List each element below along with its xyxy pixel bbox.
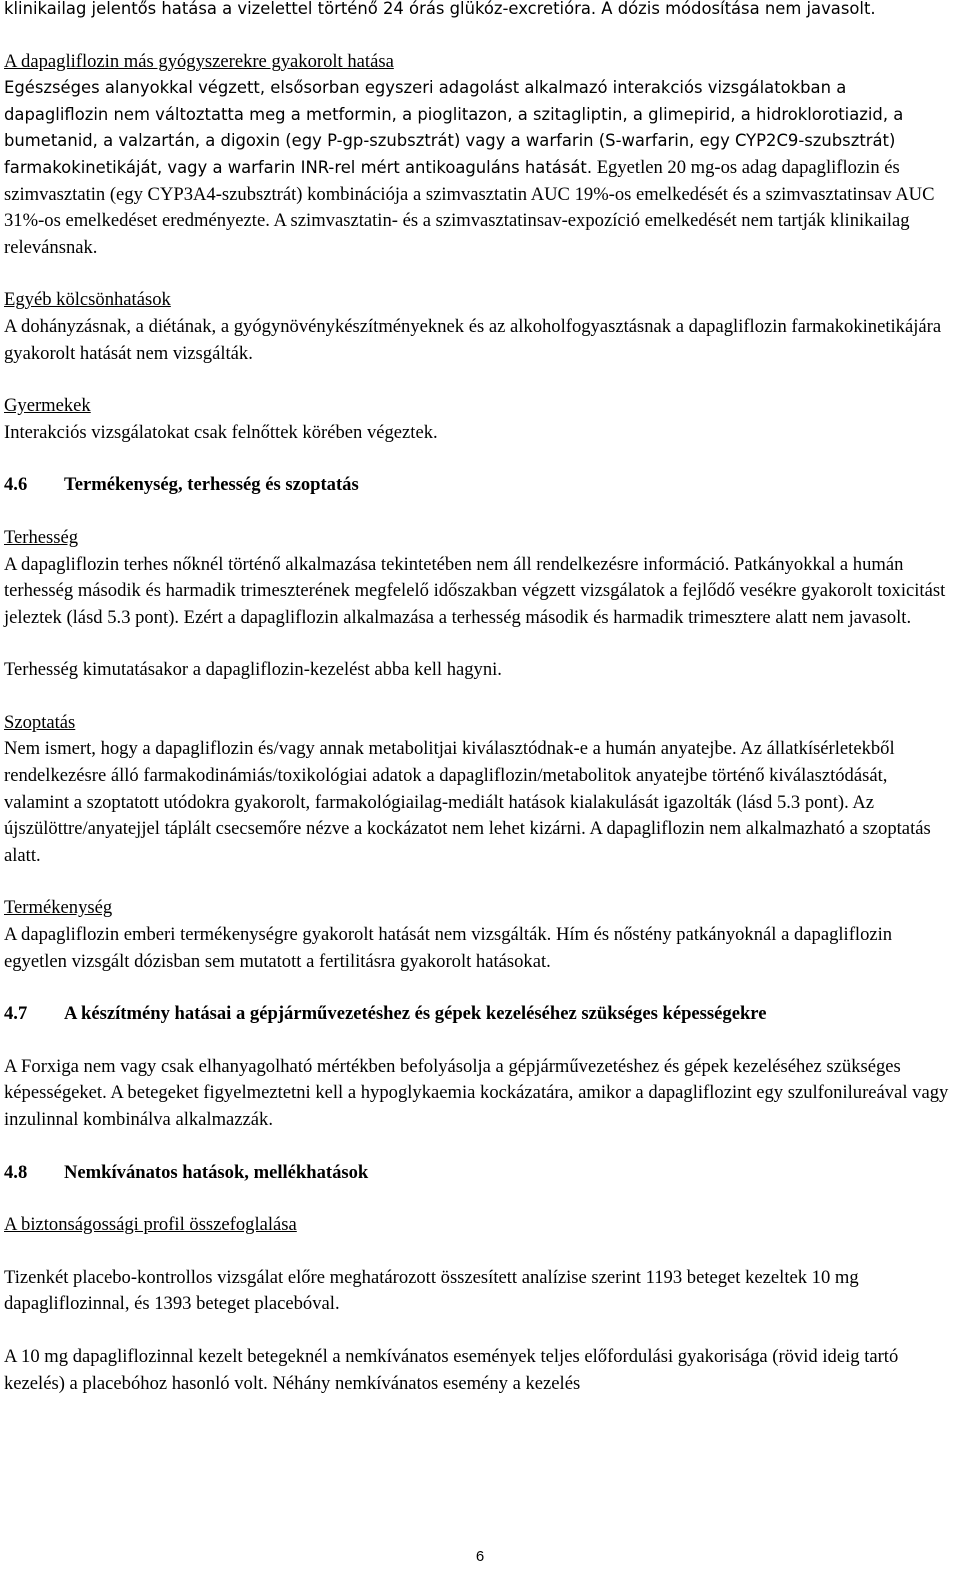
paragraph-lactation: Nem ismert, hogy a dapagliflozin és/vagy annak metabolitjai kiválasztódnak-e a humán anyatejbe. Az állatkísérletekből rendelkezésre álló farmakodinámiás/toxikológiai adatok a dapagliflozin/metabolitok anyatejbe történő kiválasztódását, valamint a szoptatott utódokra gyakorolt, farmakológiailag-mediált hatások kialakulását igazolták (lásd 5.3 pont). Az újszülöttre/anyatejjel táplált csecsemőre nézve a kockázatot nem lehet kizárni. A dapagliflozin nem alkalmazható a szoptatás alatt. [4,738,931,866]
heading-fertility: Termékenység [4,897,113,919]
heading-children: Gyermekek [4,395,91,417]
paragraph-drug-interactions [4,75,954,261]
paragraph-safety-analysis: Tizenkét placebo-kontrollos vizsgálat előre meghatározott összesített analízise szerint 1193 beteget kezeltek 10 mg dapagliflozinnal, és 1393 beteget placebóval. [4,1266,859,1315]
section-number-4-8: 4.8 [4,1161,28,1183]
heading-pregnancy: Terhesség [4,526,79,548]
paragraph-drug-interactions-part1: Egészséges alanyokkal végzett, elsősorban egyszeri adagolást alkalmazó interakciós vizsgálatokban a dapagliflozin nem változtatta meg a metformin, a pioglitazon, a szitagliptin, a glimepirid, a hidroklorotiazid, a bumetanid, a valzartán, a digoxin (egy P-gp-szubsztrát) vagy a warfarin (S-warfarin, egy CYP2C9-szubsztrát) farmakokinetikáját, vagy a warfarin INR-rel mért antikoaguláns hatását. [4,78,904,177]
paragraph-safety-incidence: A 10 mg dapagliflozinnal kezelt betegeknél a nemkívánatos események teljes előfordulási gyakorisága (rövid ideig tartó kezelés) a placebóhoz hasonló volt. Néhány nemkívánatos esemény a kezelés [4,1345,899,1394]
page-number: 6 [475,1548,485,1565]
heading-drug-interactions: A dapagliflozin más gyógyszerekre gyakorolt hatása [4,50,394,72]
document-page [4,0,954,1397]
paragraph-pregnancy-stop: Terhesség kimutatásakor a dapagliflozin-kezelést abba kell hagyni. [4,659,502,681]
section-title-4-7: A készítmény hatásai a gépjárművezetéshez és gépek kezeléséhez szükséges képességekre [64,1003,767,1025]
section-heading-4-6 [4,472,954,499]
section-title-4-8: Nemkívánatos hatások, mellékhatások [64,1161,369,1183]
section-number-4-6: 4.6 [4,474,28,496]
heading-other-interactions: Egyéb kölcsönhatások [4,289,171,311]
paragraph-children: Interakciós vizsgálatokat csak felnőttek körében végeztek. [4,421,438,443]
paragraph-pregnancy: A dapagliflozin terhes nőknél történő alkalmazása tekintetében nem áll rendelkezésre információ. Patkányokkal a humán terhesség második és harmadik trimeszterének megfelelő időszakban végzett vizsgálatok a fejlődő vesékre gyakorolt toxicitást jeleztek (lásd 5.3 pont). Ezért a dapagliflozin alkalmazása a terhesség második és harmadik trimesztere alatt nem javasolt. [4,553,946,628]
section-title-4-6: Termékenység, terhesség és szoptatás [64,474,359,496]
heading-safety-profile: A biztonságossági profil összefoglalása [4,1214,297,1236]
paragraph-driving: A Forxiga nem vagy csak elhanyagolható mértékben befolyásolja a gépjárművezetéshez és gépek kezeléséhez szükséges képességeket. A betegeket figyelmeztetni kell a hypoglykaemia kockázatára, amikor a dapagliflozint egy szulfonilureával vagy inzulinnal kombinálva alkalmazzák. [4,1055,949,1130]
section-heading-4-8 [4,1160,954,1187]
section-heading-4-7 [4,1001,954,1028]
paragraph-glucose-excretion: klinikailag jelentős hatása a vizelettel történő 24 órás glükóz-excretióra. A dózis módosítása nem javasolt. [4,0,876,18]
section-number-4-7: 4.7 [4,1003,28,1025]
heading-lactation: Szoptatás [4,711,76,733]
paragraph-drug-interactions-part2: Egyetlen 20 mg-os adag dapagliflozin és szimvasztatin (egy CYP3A4-szubsztrát) kombinációja a szimvasztatin AUC 19%-os emelkedését és a szimvasztatinsav AUC 31%-os emelkedéset eredményezte. A szimvasztatin- és a szimvasztatinsav-expozíció emelkedését nem tartják klinikailag relevánsnak. [4,156,935,258]
paragraph-fertility: A dapagliflozin emberi termékenységre gyakorolt hatását nem vizsgálták. Hím és nőstény patkányoknál a dapagliflozin egyetlen vizsgált dózisban sem mutatott a fertilitásra gyakorolt hatásokat. [4,924,893,972]
paragraph-other-interactions: A dohányzásnak, a diétának, a gyógynövénykészítményeknek és az alkoholfogyasztásnak a dapagliflozin farmakokinetikájára gyakorolt hatását nem vizsgálták. [4,315,942,364]
